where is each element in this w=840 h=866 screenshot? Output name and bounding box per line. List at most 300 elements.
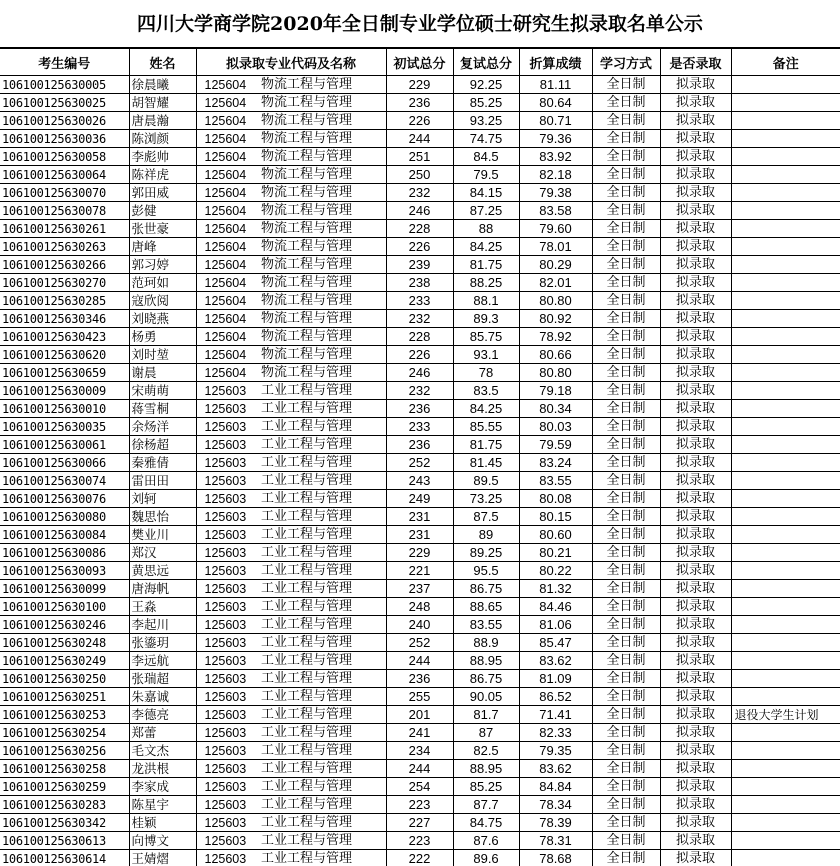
cell-admitted: 拟录取	[660, 832, 731, 850]
cell-remarks	[731, 598, 840, 616]
cell-candidate-id: 106100125630078	[0, 202, 129, 220]
cell-final-score: 81.32	[519, 580, 592, 598]
cell-major-code: 125603	[196, 436, 258, 454]
cell-major-code: 125604	[196, 76, 258, 94]
cell-major-code: 125603	[196, 580, 258, 598]
cell-name: 李彪帅	[129, 148, 196, 166]
cell-major-name: 工业工程与管理	[258, 850, 386, 866]
cell-major-name: 工业工程与管理	[258, 724, 386, 742]
cell-candidate-id: 106100125630270	[0, 274, 129, 292]
cell-retest-score: 93.25	[453, 112, 519, 130]
table-row	[0, 670, 840, 688]
cell-retest-score: 83.5	[453, 382, 519, 400]
cell-major-code: 125604	[196, 238, 258, 256]
cell-remarks	[731, 796, 840, 814]
cell-final-score: 80.66	[519, 346, 592, 364]
table-row	[0, 454, 840, 472]
cell-study-mode: 全日制	[592, 256, 660, 274]
cell-major-code: 125604	[196, 292, 258, 310]
cell-name: 徐晨曦	[129, 76, 196, 94]
cell-study-mode: 全日制	[592, 382, 660, 400]
cell-study-mode: 全日制	[592, 148, 660, 166]
admission-table	[0, 48, 840, 866]
cell-study-mode: 全日制	[592, 814, 660, 832]
cell-major-name: 物流工程与管理	[258, 292, 386, 310]
cell-final-score: 71.41	[519, 706, 592, 724]
cell-retest-score: 87	[453, 724, 519, 742]
cell-name: 唐晨瀚	[129, 112, 196, 130]
cell-remarks	[731, 112, 840, 130]
cell-candidate-id: 106100125630266	[0, 256, 129, 274]
cell-retest-score: 84.5	[453, 148, 519, 166]
cell-study-mode: 全日制	[592, 832, 660, 850]
cell-name: 范珂如	[129, 274, 196, 292]
cell-retest-score: 81.7	[453, 706, 519, 724]
cell-candidate-id: 106100125630248	[0, 634, 129, 652]
cell-major-code: 125604	[196, 310, 258, 328]
cell-initial-score: 229	[386, 76, 453, 94]
cell-remarks	[731, 508, 840, 526]
cell-study-mode: 全日制	[592, 508, 660, 526]
cell-candidate-id: 106100125630080	[0, 508, 129, 526]
cell-study-mode: 全日制	[592, 706, 660, 724]
cell-remarks	[731, 292, 840, 310]
cell-remarks	[731, 814, 840, 832]
cell-major-code: 125603	[196, 850, 258, 866]
cell-candidate-id: 106100125630659	[0, 364, 129, 382]
cell-study-mode: 全日制	[592, 400, 660, 418]
cell-study-mode: 全日制	[592, 526, 660, 544]
cell-final-score: 79.36	[519, 130, 592, 148]
cell-major-code: 125603	[196, 562, 258, 580]
cell-candidate-id: 106100125630254	[0, 724, 129, 742]
cell-retest-score: 83.55	[453, 616, 519, 634]
cell-admitted: 拟录取	[660, 544, 731, 562]
cell-major-name: 物流工程与管理	[258, 130, 386, 148]
cell-candidate-id: 106100125630036	[0, 130, 129, 148]
cell-remarks	[731, 256, 840, 274]
cell-major-name: 物流工程与管理	[258, 166, 386, 184]
cell-initial-score: 226	[386, 238, 453, 256]
cell-candidate-id: 106100125630256	[0, 742, 129, 760]
cell-major-code: 125604	[196, 256, 258, 274]
cell-major-code: 125604	[196, 220, 258, 238]
cell-study-mode: 全日制	[592, 418, 660, 436]
table-row	[0, 616, 840, 634]
page-title: 四川大学商学院2020年全日制专业学位硕士研究生拟录取名单公示	[0, 0, 840, 48]
cell-major-code: 125603	[196, 454, 258, 472]
header-admitted: 是否录取	[660, 49, 731, 76]
cell-admitted: 拟录取	[660, 328, 731, 346]
cell-major-code: 125604	[196, 202, 258, 220]
cell-study-mode: 全日制	[592, 670, 660, 688]
cell-retest-score: 84.25	[453, 400, 519, 418]
cell-initial-score: 231	[386, 526, 453, 544]
cell-final-score: 80.34	[519, 400, 592, 418]
cell-study-mode: 全日制	[592, 130, 660, 148]
cell-study-mode: 全日制	[592, 724, 660, 742]
cell-final-score: 80.71	[519, 112, 592, 130]
cell-final-score: 80.80	[519, 364, 592, 382]
cell-final-score: 79.18	[519, 382, 592, 400]
cell-remarks	[731, 454, 840, 472]
cell-final-score: 82.18	[519, 166, 592, 184]
cell-major-name: 工业工程与管理	[258, 796, 386, 814]
cell-major-name: 工业工程与管理	[258, 598, 386, 616]
cell-admitted: 拟录取	[660, 706, 731, 724]
table-row	[0, 148, 840, 166]
cell-study-mode: 全日制	[592, 112, 660, 130]
cell-candidate-id: 106100125630620	[0, 346, 129, 364]
cell-study-mode: 全日制	[592, 544, 660, 562]
header-study-mode: 学习方式	[592, 49, 660, 76]
cell-major-code: 125603	[196, 490, 258, 508]
cell-retest-score: 87.7	[453, 796, 519, 814]
cell-candidate-id: 106100125630076	[0, 490, 129, 508]
header-name: 姓名	[129, 49, 196, 76]
cell-candidate-id: 106100125630251	[0, 688, 129, 706]
cell-initial-score: 246	[386, 202, 453, 220]
cell-name: 唐海帆	[129, 580, 196, 598]
cell-retest-score: 88.25	[453, 274, 519, 292]
cell-admitted: 拟录取	[660, 292, 731, 310]
cell-name: 谢晨	[129, 364, 196, 382]
cell-admitted: 拟录取	[660, 76, 731, 94]
cell-final-score: 82.01	[519, 274, 592, 292]
cell-candidate-id: 106100125630346	[0, 310, 129, 328]
cell-admitted: 拟录取	[660, 490, 731, 508]
cell-study-mode: 全日制	[592, 238, 660, 256]
cell-admitted: 拟录取	[660, 184, 731, 202]
cell-major-name: 工业工程与管理	[258, 580, 386, 598]
cell-study-mode: 全日制	[592, 184, 660, 202]
cell-remarks	[731, 688, 840, 706]
cell-final-score: 80.64	[519, 94, 592, 112]
cell-major-code: 125603	[196, 652, 258, 670]
cell-remarks	[731, 166, 840, 184]
cell-final-score: 79.59	[519, 436, 592, 454]
cell-study-mode: 全日制	[592, 796, 660, 814]
cell-remarks	[731, 364, 840, 382]
table-row	[0, 760, 840, 778]
cell-admitted: 拟录取	[660, 724, 731, 742]
cell-major-code: 125603	[196, 418, 258, 436]
table-row	[0, 688, 840, 706]
cell-study-mode: 全日制	[592, 328, 660, 346]
cell-major-code: 125603	[196, 832, 258, 850]
table-body	[0, 76, 840, 866]
cell-candidate-id: 106100125630259	[0, 778, 129, 796]
cell-major-name: 工业工程与管理	[258, 454, 386, 472]
cell-final-score: 79.60	[519, 220, 592, 238]
cell-final-score: 78.92	[519, 328, 592, 346]
cell-admitted: 拟录取	[660, 742, 731, 760]
cell-initial-score: 234	[386, 742, 453, 760]
cell-name: 徐杨超	[129, 436, 196, 454]
cell-remarks	[731, 634, 840, 652]
cell-major-code: 125604	[196, 148, 258, 166]
table-row	[0, 472, 840, 490]
cell-initial-score: 236	[386, 94, 453, 112]
table-header-row	[0, 49, 840, 76]
cell-major-code: 125603	[196, 526, 258, 544]
cell-admitted: 拟录取	[660, 634, 731, 652]
cell-final-score: 83.55	[519, 472, 592, 490]
cell-name: 雷田田	[129, 472, 196, 490]
cell-admitted: 拟录取	[660, 400, 731, 418]
cell-name: 刘时堃	[129, 346, 196, 364]
cell-major-name: 工业工程与管理	[258, 814, 386, 832]
table-row	[0, 598, 840, 616]
cell-admitted: 拟录取	[660, 580, 731, 598]
cell-admitted: 拟录取	[660, 814, 731, 832]
cell-candidate-id: 106100125630093	[0, 562, 129, 580]
cell-study-mode: 全日制	[592, 454, 660, 472]
cell-remarks	[731, 760, 840, 778]
cell-candidate-id: 106100125630283	[0, 796, 129, 814]
cell-admitted: 拟录取	[660, 436, 731, 454]
cell-initial-score: 226	[386, 112, 453, 130]
cell-initial-score: 223	[386, 796, 453, 814]
cell-retest-score: 95.5	[453, 562, 519, 580]
cell-final-score: 80.03	[519, 418, 592, 436]
cell-study-mode: 全日制	[592, 310, 660, 328]
cell-initial-score: 236	[386, 400, 453, 418]
cell-retest-score: 85.75	[453, 328, 519, 346]
cell-name: 樊业川	[129, 526, 196, 544]
cell-admitted: 拟录取	[660, 562, 731, 580]
cell-retest-score: 82.5	[453, 742, 519, 760]
cell-major-name: 物流工程与管理	[258, 328, 386, 346]
header-major: 拟录取专业代码及名称	[196, 49, 386, 76]
table-row	[0, 724, 840, 742]
cell-final-score: 79.35	[519, 742, 592, 760]
cell-study-mode: 全日制	[592, 76, 660, 94]
cell-study-mode: 全日制	[592, 202, 660, 220]
cell-name: 宋萌萌	[129, 382, 196, 400]
cell-retest-score: 89.6	[453, 850, 519, 866]
cell-major-name: 物流工程与管理	[258, 148, 386, 166]
cell-remarks	[731, 310, 840, 328]
cell-major-name: 工业工程与管理	[258, 526, 386, 544]
cell-retest-score: 88.1	[453, 292, 519, 310]
cell-major-code: 125604	[196, 274, 258, 292]
cell-initial-score: 236	[386, 670, 453, 688]
cell-name: 魏思怡	[129, 508, 196, 526]
table-row	[0, 166, 840, 184]
cell-major-code: 125603	[196, 814, 258, 832]
cell-retest-score: 74.75	[453, 130, 519, 148]
cell-major-name: 工业工程与管理	[258, 742, 386, 760]
cell-major-name: 工业工程与管理	[258, 544, 386, 562]
cell-candidate-id: 106100125630613	[0, 832, 129, 850]
cell-remarks	[731, 742, 840, 760]
cell-final-score: 80.29	[519, 256, 592, 274]
cell-admitted: 拟录取	[660, 418, 731, 436]
table-row	[0, 76, 840, 94]
cell-admitted: 拟录取	[660, 472, 731, 490]
cell-major-name: 物流工程与管理	[258, 274, 386, 292]
cell-name: 胡智耀	[129, 94, 196, 112]
cell-initial-score: 240	[386, 616, 453, 634]
cell-remarks	[731, 544, 840, 562]
cell-remarks	[731, 472, 840, 490]
cell-candidate-id: 106100125630246	[0, 616, 129, 634]
cell-candidate-id: 106100125630423	[0, 328, 129, 346]
cell-remarks	[731, 724, 840, 742]
cell-remarks	[731, 670, 840, 688]
cell-major-code: 125603	[196, 706, 258, 724]
cell-initial-score: 254	[386, 778, 453, 796]
cell-remarks	[731, 328, 840, 346]
table-row	[0, 526, 840, 544]
table-row	[0, 400, 840, 418]
cell-major-name: 工业工程与管理	[258, 508, 386, 526]
cell-final-score: 83.62	[519, 652, 592, 670]
cell-major-code: 125603	[196, 634, 258, 652]
cell-final-score: 80.08	[519, 490, 592, 508]
cell-remarks	[731, 562, 840, 580]
cell-admitted: 拟录取	[660, 508, 731, 526]
cell-major-code: 125603	[196, 778, 258, 796]
cell-name: 王淼	[129, 598, 196, 616]
cell-final-score: 86.52	[519, 688, 592, 706]
header-retest-score: 复试总分	[453, 49, 519, 76]
cell-name: 张鎏玥	[129, 634, 196, 652]
cell-major-name: 工业工程与管理	[258, 760, 386, 778]
cell-study-mode: 全日制	[592, 778, 660, 796]
cell-candidate-id: 106100125630025	[0, 94, 129, 112]
cell-study-mode: 全日制	[592, 346, 660, 364]
cell-name: 毛文杰	[129, 742, 196, 760]
cell-major-name: 物流工程与管理	[258, 364, 386, 382]
cell-remarks	[731, 832, 840, 850]
cell-admitted: 拟录取	[660, 256, 731, 274]
cell-final-score: 81.06	[519, 616, 592, 634]
cell-candidate-id: 106100125630263	[0, 238, 129, 256]
cell-major-name: 工业工程与管理	[258, 634, 386, 652]
cell-final-score: 78.34	[519, 796, 592, 814]
cell-name: 张世豪	[129, 220, 196, 238]
cell-candidate-id: 106100125630285	[0, 292, 129, 310]
cell-candidate-id: 106100125630066	[0, 454, 129, 472]
cell-major-code: 125603	[196, 688, 258, 706]
cell-final-score: 85.47	[519, 634, 592, 652]
cell-remarks: 退役大学生计划	[731, 706, 840, 724]
cell-admitted: 拟录取	[660, 850, 731, 866]
cell-candidate-id: 106100125630250	[0, 670, 129, 688]
cell-admitted: 拟录取	[660, 382, 731, 400]
cell-initial-score: 229	[386, 544, 453, 562]
table-row	[0, 202, 840, 220]
cell-candidate-id: 106100125630261	[0, 220, 129, 238]
cell-final-score: 78.68	[519, 850, 592, 866]
cell-name: 陈星宇	[129, 796, 196, 814]
cell-major-name: 工业工程与管理	[258, 670, 386, 688]
cell-initial-score: 228	[386, 328, 453, 346]
cell-remarks	[731, 652, 840, 670]
cell-retest-score: 73.25	[453, 490, 519, 508]
header-remarks: 备注	[731, 49, 840, 76]
cell-major-name: 工业工程与管理	[258, 652, 386, 670]
cell-name: 李家成	[129, 778, 196, 796]
cell-major-code: 125603	[196, 400, 258, 418]
cell-name: 张瑞超	[129, 670, 196, 688]
cell-admitted: 拟录取	[660, 166, 731, 184]
header-candidate-id: 考生编号	[0, 49, 129, 76]
cell-remarks	[731, 148, 840, 166]
cell-remarks	[731, 346, 840, 364]
cell-initial-score: 243	[386, 472, 453, 490]
cell-major-code: 125604	[196, 112, 258, 130]
cell-major-name: 物流工程与管理	[258, 112, 386, 130]
cell-name: 向博文	[129, 832, 196, 850]
cell-candidate-id: 106100125630064	[0, 166, 129, 184]
cell-final-score: 83.62	[519, 760, 592, 778]
table-row	[0, 814, 840, 832]
cell-admitted: 拟录取	[660, 778, 731, 796]
cell-retest-score: 90.05	[453, 688, 519, 706]
cell-retest-score: 92.25	[453, 76, 519, 94]
cell-major-name: 工业工程与管理	[258, 436, 386, 454]
cell-retest-score: 88.65	[453, 598, 519, 616]
table-row	[0, 562, 840, 580]
cell-admitted: 拟录取	[660, 310, 731, 328]
cell-retest-score: 89.3	[453, 310, 519, 328]
cell-name: 郭习婷	[129, 256, 196, 274]
cell-major-code: 125604	[196, 364, 258, 382]
cell-remarks	[731, 526, 840, 544]
table-row	[0, 418, 840, 436]
cell-major-code: 125603	[196, 382, 258, 400]
cell-candidate-id: 106100125630258	[0, 760, 129, 778]
header-final-score: 折算成绩	[519, 49, 592, 76]
cell-candidate-id: 106100125630100	[0, 598, 129, 616]
cell-retest-score: 85.25	[453, 778, 519, 796]
cell-admitted: 拟录取	[660, 346, 731, 364]
cell-initial-score: 231	[386, 508, 453, 526]
cell-retest-score: 89.5	[453, 472, 519, 490]
table-row	[0, 580, 840, 598]
cell-major-code: 125604	[196, 346, 258, 364]
cell-study-mode: 全日制	[592, 742, 660, 760]
cell-candidate-id: 106100125630099	[0, 580, 129, 598]
cell-name: 桂颖	[129, 814, 196, 832]
cell-admitted: 拟录取	[660, 598, 731, 616]
cell-remarks	[731, 400, 840, 418]
cell-remarks	[731, 130, 840, 148]
cell-final-score: 84.84	[519, 778, 592, 796]
table-row	[0, 436, 840, 454]
cell-admitted: 拟录取	[660, 94, 731, 112]
cell-candidate-id: 106100125630086	[0, 544, 129, 562]
cell-retest-score: 87.25	[453, 202, 519, 220]
cell-final-score: 83.58	[519, 202, 592, 220]
cell-major-name: 物流工程与管理	[258, 76, 386, 94]
cell-candidate-id: 106100125630026	[0, 112, 129, 130]
cell-retest-score: 79.5	[453, 166, 519, 184]
cell-initial-score: 252	[386, 454, 453, 472]
table-row	[0, 850, 840, 866]
cell-retest-score: 88	[453, 220, 519, 238]
table-row	[0, 490, 840, 508]
cell-major-name: 物流工程与管理	[258, 310, 386, 328]
cell-initial-score: 241	[386, 724, 453, 742]
cell-remarks	[731, 850, 840, 866]
cell-initial-score: 251	[386, 148, 453, 166]
cell-study-mode: 全日制	[592, 364, 660, 382]
cell-major-name: 工业工程与管理	[258, 400, 386, 418]
